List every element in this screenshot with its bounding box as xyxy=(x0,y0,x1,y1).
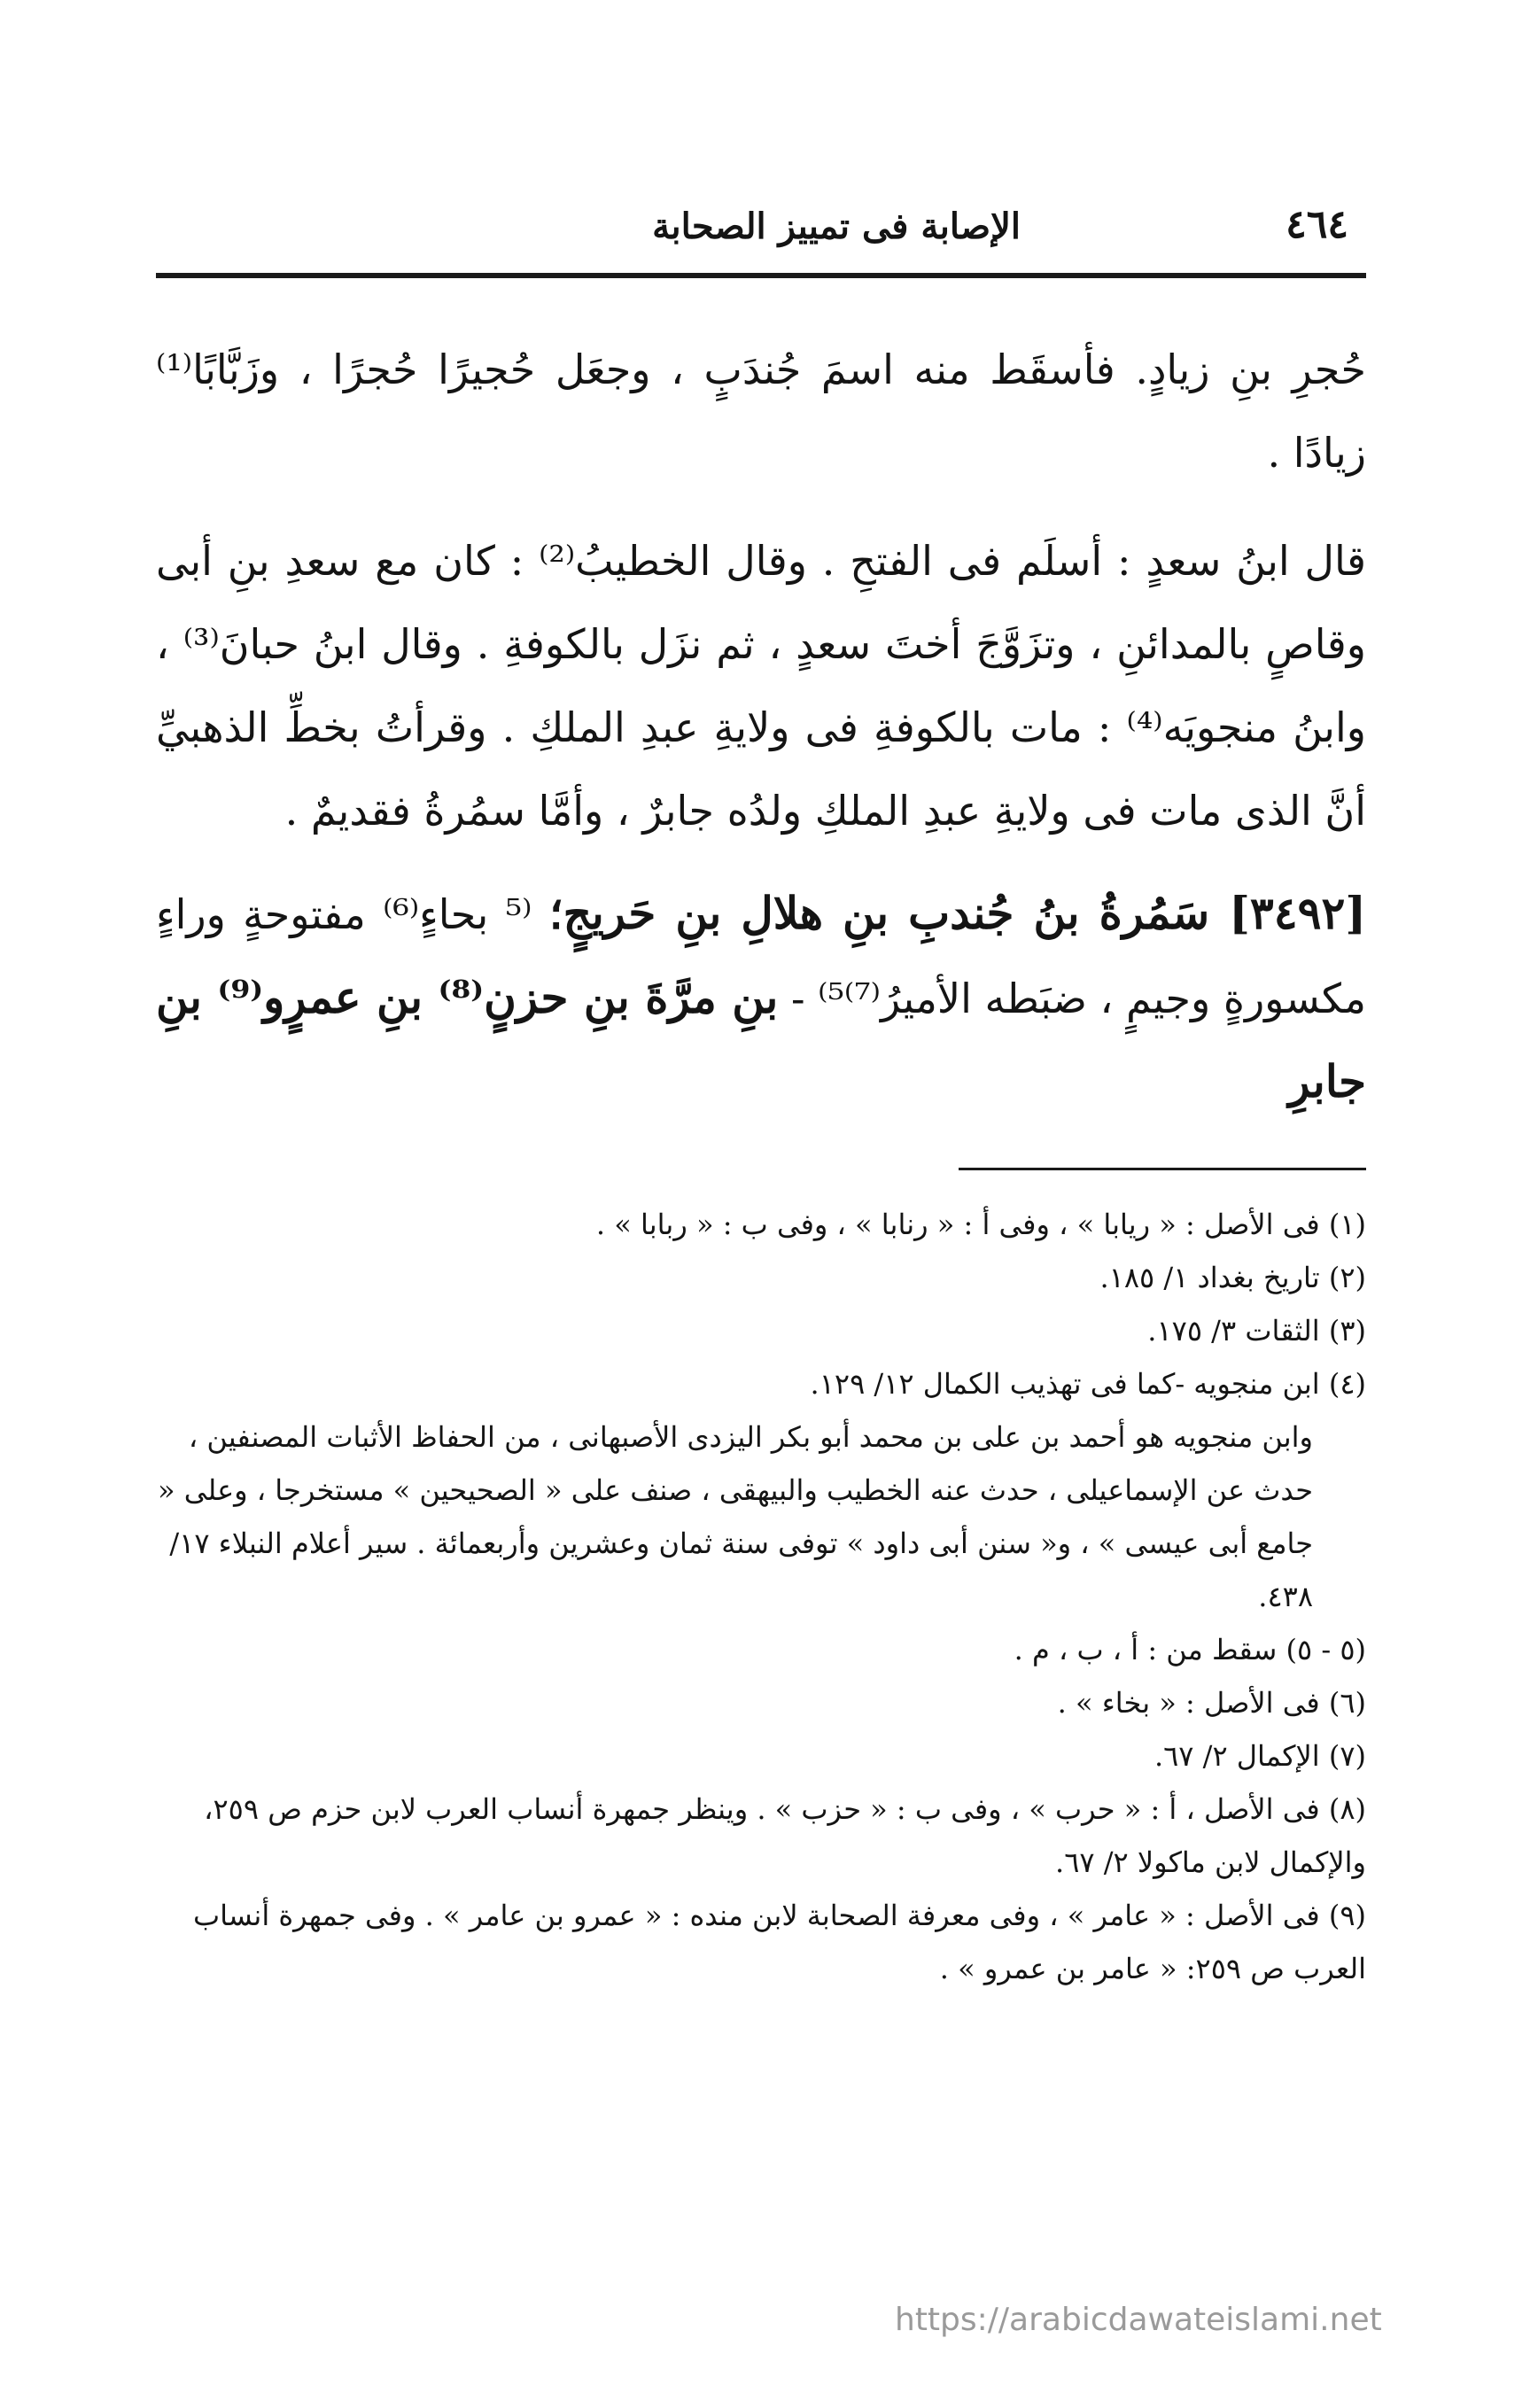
footnote-1: (١) فى الأصل : « ريابا » ، وفى أ : « رنابا » ، وفى ب : « ربابا » . xyxy=(595,1208,1366,1241)
page-header xyxy=(159,202,1366,255)
footnotes xyxy=(156,1198,1366,1995)
footnote-8: (٨) فى الأصل ، أ : « حرب » ، وفى ب : « حزب » . وينظر جمهرة أنساب العرب لابن حزم ص ٢٥٩، والإكمال لابن ماكولا ٢/ ٦٧. xyxy=(204,1792,1366,1879)
footnote-3: (٣) الثقات ٣/ ١٧٥. xyxy=(1147,1314,1366,1348)
running-title: الإصابة فى تمييز الصحابة xyxy=(652,206,1021,247)
footnote-6: (٦) فى الأصل : « بخاء » . xyxy=(1057,1686,1366,1720)
biography-entry xyxy=(156,872,1366,1124)
header-rule xyxy=(156,273,1366,278)
main-text xyxy=(156,328,1366,1124)
entry-note: ⁽⁵ بحاءٍ⁽⁶⁾ مفتوحةٍ وراءٍ مكسورةٍ وجيمٍ ، ضبَطه الأميرُ⁽⁷⁾⁵⁾ - xyxy=(156,890,1367,1022)
paragraph: حُجرِ بنِ زيادٍ. فأسقَط منه اسمَ جُندَبٍ ، وجعَل حُجيرًا حُجرًا ، وزَبَّابًا⁽¹⁾ زيادًا . xyxy=(156,346,1366,477)
footnote-2: (٢) تاريخ بغداد ١/ ١٨٥. xyxy=(1099,1261,1366,1294)
footnote-4-continuation: وابن منجويه هو أحمد بن على بن محمد أبو بكر اليزدى الأصبهانى ، من الحفاظ الأثبات المصنفين ، حدث عن الإسماعيلى ، حدث عنه الخطيب والبيهقى ، صنف على « الصحيحين » مستخرجا ، وعلى « جامع أبى عيسى » ، و« سنن أبى داود » توفى سنة ثمان وعشرين وأربعمائة . سير أعلام النبلاء ١٧/ ٤٣٨. xyxy=(158,1420,1313,1613)
entry-lineage: بنِ مرَّةَ بنِ حزنٍ⁽⁸⁾ بنِ عمرٍو⁽⁹⁾ بنِ جابرِ xyxy=(156,971,1366,1107)
footnote-5: (٥ - ٥) سقط من : أ ، ب ، م . xyxy=(1014,1633,1366,1666)
footnote-7: (٧) الإكمال ٢/ ٦٧. xyxy=(1154,1739,1366,1773)
watermark-url: https://arabicdawateislami.net xyxy=(895,2302,1382,2338)
page-number: ٤٦٤ xyxy=(1286,202,1348,247)
footnote-4: (٤) ابن منجويه -كما فى تهذيب الكمال ١٢/ ١٢٩. xyxy=(810,1367,1366,1401)
entry-heading: [٣٤٩٢] سَمُرةُ بنُ جُندبِ بنِ هلالِ بنِ حَريجٍ؛ xyxy=(548,887,1367,939)
footnote-separator xyxy=(959,1168,1366,1170)
paragraph: قال ابنُ سعدٍ : أسلَم فى الفتحِ . وقال الخطيبُ⁽²⁾ : كان مع سعدِ بنِ أبى وقاصٍ بالمدائنِ ، وتزَوَّجَ أختَ سعدٍ ، ثم نزَل بالكوفةِ . وقال ابنُ حبانَ⁽³⁾ ، وابنُ منجويَه⁽⁴⁾ : مات بالكوفةِ فى ولايةِ عبدِ الملكِ . وقرأتُ بخطِّ الذهبيِّ أنَّ الذى مات فى ولايةِ عبدِ الملكِ ولدُه جابرٌ ، وأمَّا سمُرةُ فقديمٌ . xyxy=(156,537,1366,835)
footnote-9: (٩) فى الأصل : « عامر » ، وفى معرفة الصحابة لابن منده : « عمرو بن عامر » . وفى جمهرة أنساب العرب ص ٢٥٩: « عامر بن عمرو » . xyxy=(192,1899,1366,1985)
